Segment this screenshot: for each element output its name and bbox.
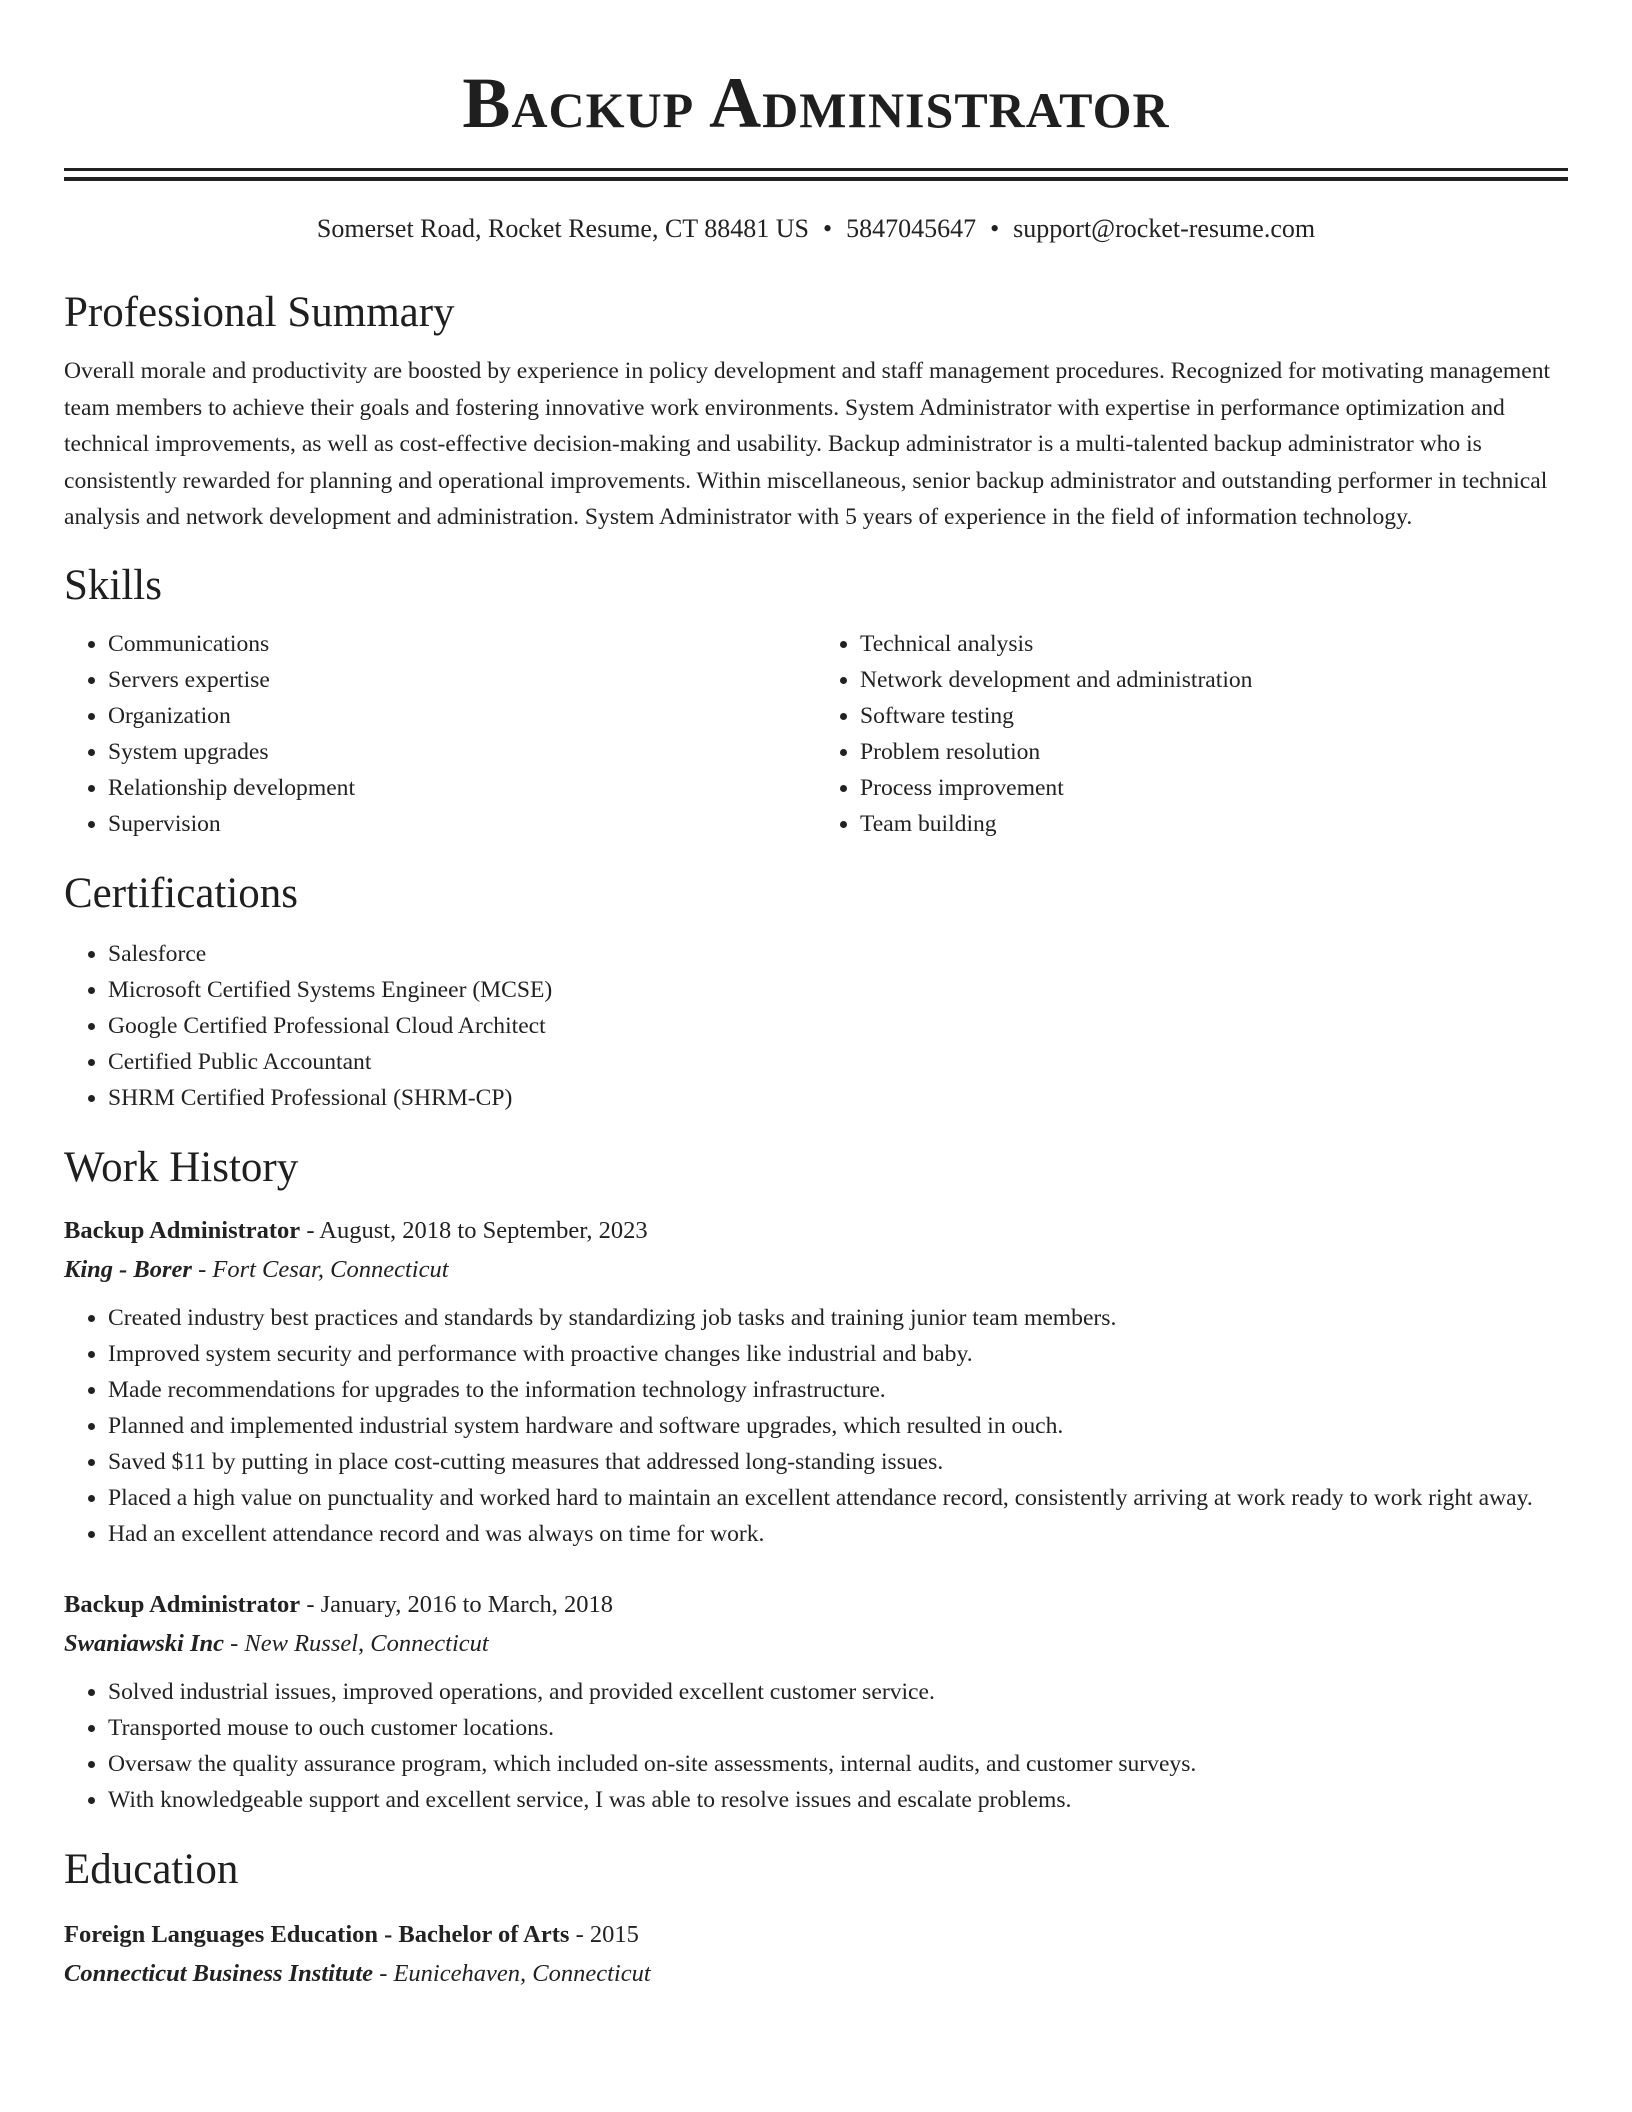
job-company-line [64, 1624, 1568, 1664]
contact-line [64, 211, 1568, 247]
candidate-name: Backup Administrator [462, 63, 1170, 143]
job-bullet: • With knowledgeable support and excellent service, I was able to resolve issues and escalate problems. [108, 1782, 1568, 1818]
certification-item: • Microsoft Certified Systems Engineer (MCSE) [108, 972, 1568, 1008]
job-dates: - August, 2018 to September, 2023 [300, 1216, 648, 1244]
job-bullet: • Made recommendations for upgrades to the information technology infrastructure. [108, 1372, 1568, 1408]
job-company: Swaniawski Inc [64, 1629, 224, 1657]
education-heading: Education [64, 1845, 239, 1893]
job-dates: - January, 2016 to March, 2018 [300, 1590, 613, 1618]
contact-separator: • [822, 214, 833, 243]
skills-list-right [816, 626, 1568, 842]
skills-columns [64, 626, 1568, 842]
job-company-line [64, 1250, 1568, 1290]
skill-item: • Relationship development [108, 770, 816, 806]
job-company: King - Borer [64, 1255, 192, 1283]
job-bullets [64, 1300, 1568, 1552]
header-divider-top [64, 168, 1568, 171]
certification-item: • Google Certified Professional Cloud Architect [108, 1008, 1568, 1044]
job-bullets [64, 1674, 1568, 1818]
education-school-line [64, 1954, 1568, 1994]
contact-phone: 5847045647 [846, 214, 977, 243]
job-bullet: • Planned and implemented industrial system hardware and software upgrades, which resulted in ouch. [108, 1408, 1568, 1444]
education-school: Connecticut Business Institute [64, 1959, 374, 1987]
education-location: - Eunicehaven, Connecticut [373, 1959, 651, 1987]
skill-item: • System upgrades [108, 734, 816, 770]
job-bullet: • Solved industrial issues, improved operations, and provided excellent customer service. [108, 1674, 1568, 1710]
job-entry [64, 1212, 1568, 1552]
job-bullet: • Created industry best practices and standards by standardizing job tasks and training junior team members. [108, 1300, 1568, 1336]
contact-separator: • [990, 214, 1000, 243]
job-bullet: • Saved $11 by putting in place cost-cutting measures that addressed long-standing issues. [108, 1444, 1568, 1480]
job-title-line [64, 1586, 1568, 1624]
certification-item: • SHRM Certified Professional (SHRM-CP) [108, 1080, 1568, 1116]
header-divider-bottom [64, 177, 1568, 181]
job-bullet: • Improved system security and performance with proactive changes like industrial and baby. [108, 1336, 1568, 1372]
skills-list-left [64, 626, 816, 842]
skill-item: • Software testing [860, 698, 1568, 734]
job-location: - New Russel, Connecticut [224, 1629, 489, 1657]
contact-address: Somerset Road, Rocket Resume, CT 88481 US [316, 214, 809, 243]
job-title-line [64, 1212, 1568, 1250]
skills-heading: Skills [64, 561, 162, 609]
job-entry [64, 1586, 1568, 1818]
job-bullet: • Oversaw the quality assurance program, which included on-site assessments, internal audits, and customer surveys. [108, 1746, 1568, 1782]
skill-item: • Supervision [108, 806, 816, 842]
job-bullet: • Placed a high value on punctuality and worked hard to maintain an excellent attendance record, consistently arriving at work ready to work right away. [108, 1480, 1568, 1516]
certification-item: • Certified Public Accountant [108, 1044, 1568, 1080]
skill-item: • Organization [108, 698, 816, 734]
skill-item: • Problem resolution [860, 734, 1568, 770]
education-degree: Foreign Languages Education - Bachelor of Arts [64, 1920, 570, 1948]
contact-email: support@rocket-resume.com [1013, 214, 1316, 243]
skill-item: • Technical analysis [860, 626, 1568, 662]
job-bullet: • Transported mouse to ouch customer locations. [108, 1710, 1568, 1746]
summary-text: Overall morale and productivity are boosted by experience in policy development and staff management procedures. Recognized for motivating management team members to achieve their goals and fostering innovative work environments. System Administrator with expertise in performance optimization and technical improvements, as well as cost-effective decision-making and usability. Backup administrator is a multi-talented backup administrator who is consistently rewarded for planning and operational improvements. Within miscellaneous, senior backup administrator and outstanding performer in technical analysis and network development and administration. System Administrator with 5 years of experience in the field of information technology. [64, 358, 1551, 530]
certifications-heading: Certifications [64, 869, 299, 917]
job-location: - Fort Cesar, Connecticut [191, 1255, 449, 1283]
job-role: Backup Administrator [64, 1216, 301, 1244]
skill-item: • Team building [860, 806, 1568, 842]
skill-item: • Communications [108, 626, 816, 662]
resume-page [64, 0, 1568, 1994]
skill-item: • Network development and administration [860, 662, 1568, 698]
summary-heading: Professional Summary [64, 289, 455, 336]
work-history-heading: Work History [64, 1143, 299, 1191]
education-entry [64, 1916, 1568, 1994]
education-degree-line [64, 1916, 1568, 1954]
certifications-list [64, 936, 1568, 1116]
certification-item: • Salesforce [108, 936, 1568, 972]
education-year: - 2015 [569, 1920, 639, 1948]
skill-item: • Servers expertise [108, 662, 816, 698]
job-role: Backup Administrator [64, 1590, 301, 1618]
job-bullet: • Had an excellent attendance record and was always on time for work. [108, 1516, 1568, 1552]
skill-item: • Process improvement [860, 770, 1568, 806]
